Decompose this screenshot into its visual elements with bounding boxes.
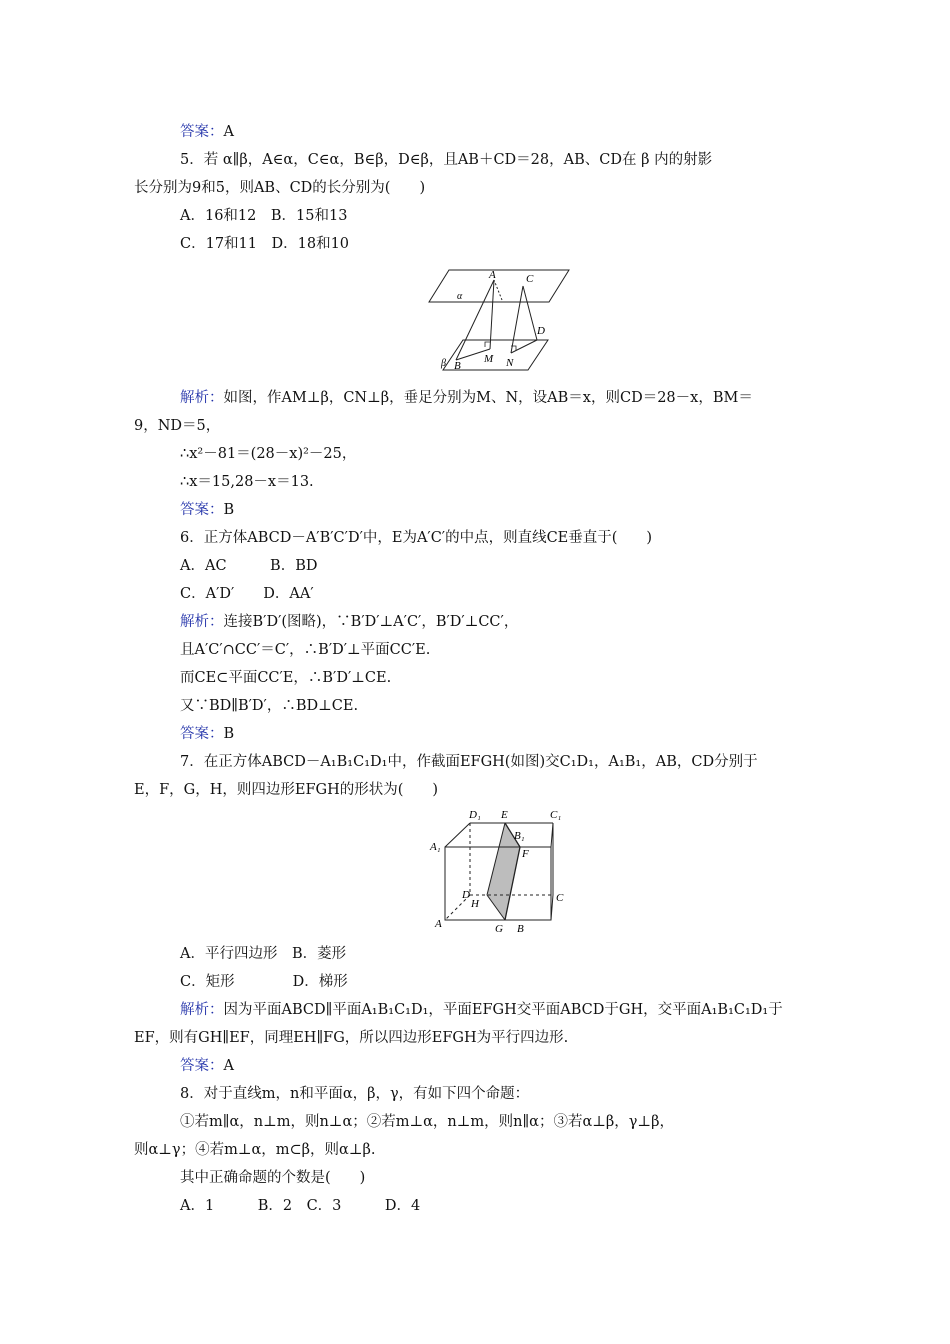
figure-parallel-planes — [420, 262, 580, 377]
label-c: C — [556, 892, 564, 904]
question-8-line-4: 其中正确命题的个数是( ) — [180, 1170, 366, 1186]
label-c1: C₁ — [550, 809, 562, 821]
q6-analysis-2: 且A′C′∩CC′＝C′，∴B′D′⊥平面CC′E. — [180, 642, 431, 658]
question-8-options: A．1 B．2 C．3 D．4 — [180, 1198, 421, 1214]
label-b: B — [454, 360, 461, 372]
label-a: A — [489, 269, 496, 281]
label-f: F — [522, 848, 529, 860]
question-7-line-2: E，F，G，H，则四边形EFGH的形状为( ) — [134, 782, 439, 798]
question-8-line-1: 8．对于直线m，n和平面α，β，γ，有如下四个命题： — [180, 1086, 530, 1102]
answer-label: 答案： — [180, 1058, 224, 1074]
label-b: B — [517, 923, 524, 935]
question-5-options-2: C．17和11 D．18和10 — [180, 236, 350, 252]
q7-answer — [180, 1056, 234, 1076]
label-c: C — [526, 273, 534, 285]
question-6-line-1: 6．正方体ABCD－A′B′C′D′中，E为A′C′的中点，则直线CE垂直于( ) — [180, 530, 653, 546]
analysis-label: 解析： — [180, 614, 224, 630]
label-b1: B₁ — [514, 830, 525, 842]
q5-answer — [180, 500, 234, 520]
q7-analysis-2: EF，则有GH∥EF，同理EH∥FG，所以四边形EFGH为平行四边形. — [134, 1030, 569, 1046]
label-h: H — [471, 898, 479, 910]
answer-value: A — [223, 124, 234, 140]
label-a1: A₁ — [430, 841, 441, 853]
question-8-line-3: 则α⊥γ；④若m⊥α，m⊂β，则α⊥β. — [134, 1142, 376, 1158]
answer-label: 答案： — [180, 502, 224, 518]
q5-analysis-1: 解析：如图，作AM⊥β，CN⊥β，垂足分别为M、N，设AB＝x，则CD＝28－x，BM＝ — [180, 390, 753, 406]
answer-value: A — [223, 1058, 234, 1074]
q5-step-2: ∴x＝15,28－x＝13. — [180, 474, 314, 490]
label-beta: β — [441, 358, 446, 369]
answer-value: B — [223, 726, 235, 742]
label-e: E — [501, 809, 508, 821]
label-m: M — [484, 353, 494, 365]
question-8-line-2: ①若m∥α，n⊥m，则n⊥α；②若m⊥α，n⊥m，则n∥α；③若α⊥β，γ⊥β， — [180, 1114, 674, 1130]
question-5-line-2: 长分别为9和5，则AB、CD的长分别为( ) — [134, 180, 426, 196]
analysis-label: 解析： — [180, 390, 224, 406]
q6-analysis-1: 解析：连接B′D′(图略)，∵B′D′⊥A′C′，B′D′⊥CC′， — [180, 614, 519, 630]
q7-analysis-1: 解析：因为平面ABCD∥平面A₁B₁C₁D₁，平面EFGH交平面ABCD于GH，交平面A₁B₁C₁D₁于 — [180, 1002, 783, 1018]
question-7-options-2: C．矩形 D．梯形 — [180, 974, 348, 990]
answer-label: 答案： — [180, 124, 224, 140]
figure-cube-section — [425, 805, 575, 935]
label-d: D — [462, 889, 470, 901]
q5-step-1: ∴x²－81＝(28－x)²－25， — [180, 446, 357, 462]
label-d: D — [537, 325, 545, 337]
label-n: N — [506, 357, 514, 369]
question-7-options-1: A．平行四边形 B．菱形 — [180, 946, 347, 962]
question-6-options-1: A．AC B．BD — [180, 558, 318, 574]
q6-analysis-4: 又∵BD∥B′D′，∴BD⊥CE. — [180, 698, 359, 714]
label-g: G — [495, 923, 503, 935]
plane-alpha — [429, 270, 569, 302]
question-5-options-1: A．16和12 B．15和13 — [180, 208, 348, 224]
answer-value: B — [223, 502, 235, 518]
question-6-options-2: C．A′D′ D．AA′ — [180, 586, 314, 602]
question-5-line-1: 5．若 α∥β，A∈α，C∈α，B∈β，D∈β，且AB＋CD＝28，AB、CD在 β 内的射影 — [180, 152, 713, 168]
label-a: A — [435, 918, 442, 930]
perpendicular-am — [490, 280, 494, 349]
q4-answer — [180, 122, 234, 142]
q5-analysis-2: 9，ND＝5， — [134, 418, 221, 434]
q6-answer — [180, 724, 234, 744]
label-alpha: α — [457, 291, 463, 302]
question-7-line-1: 7．在正方体ABCD－A₁B₁C₁D₁中，作截面EFGH(如图)交C₁D₁，A₁B₁，AB，CD分别于 — [180, 754, 758, 770]
q6-analysis-3: 而CE⊂平面CC′E，∴B′D′⊥CE. — [180, 670, 392, 686]
perpendicular-cn — [511, 286, 523, 353]
segment-cd — [523, 286, 537, 340]
analysis-label: 解析： — [180, 1002, 224, 1018]
answer-label: 答案： — [180, 726, 224, 742]
label-d1: D₁ — [469, 809, 481, 821]
